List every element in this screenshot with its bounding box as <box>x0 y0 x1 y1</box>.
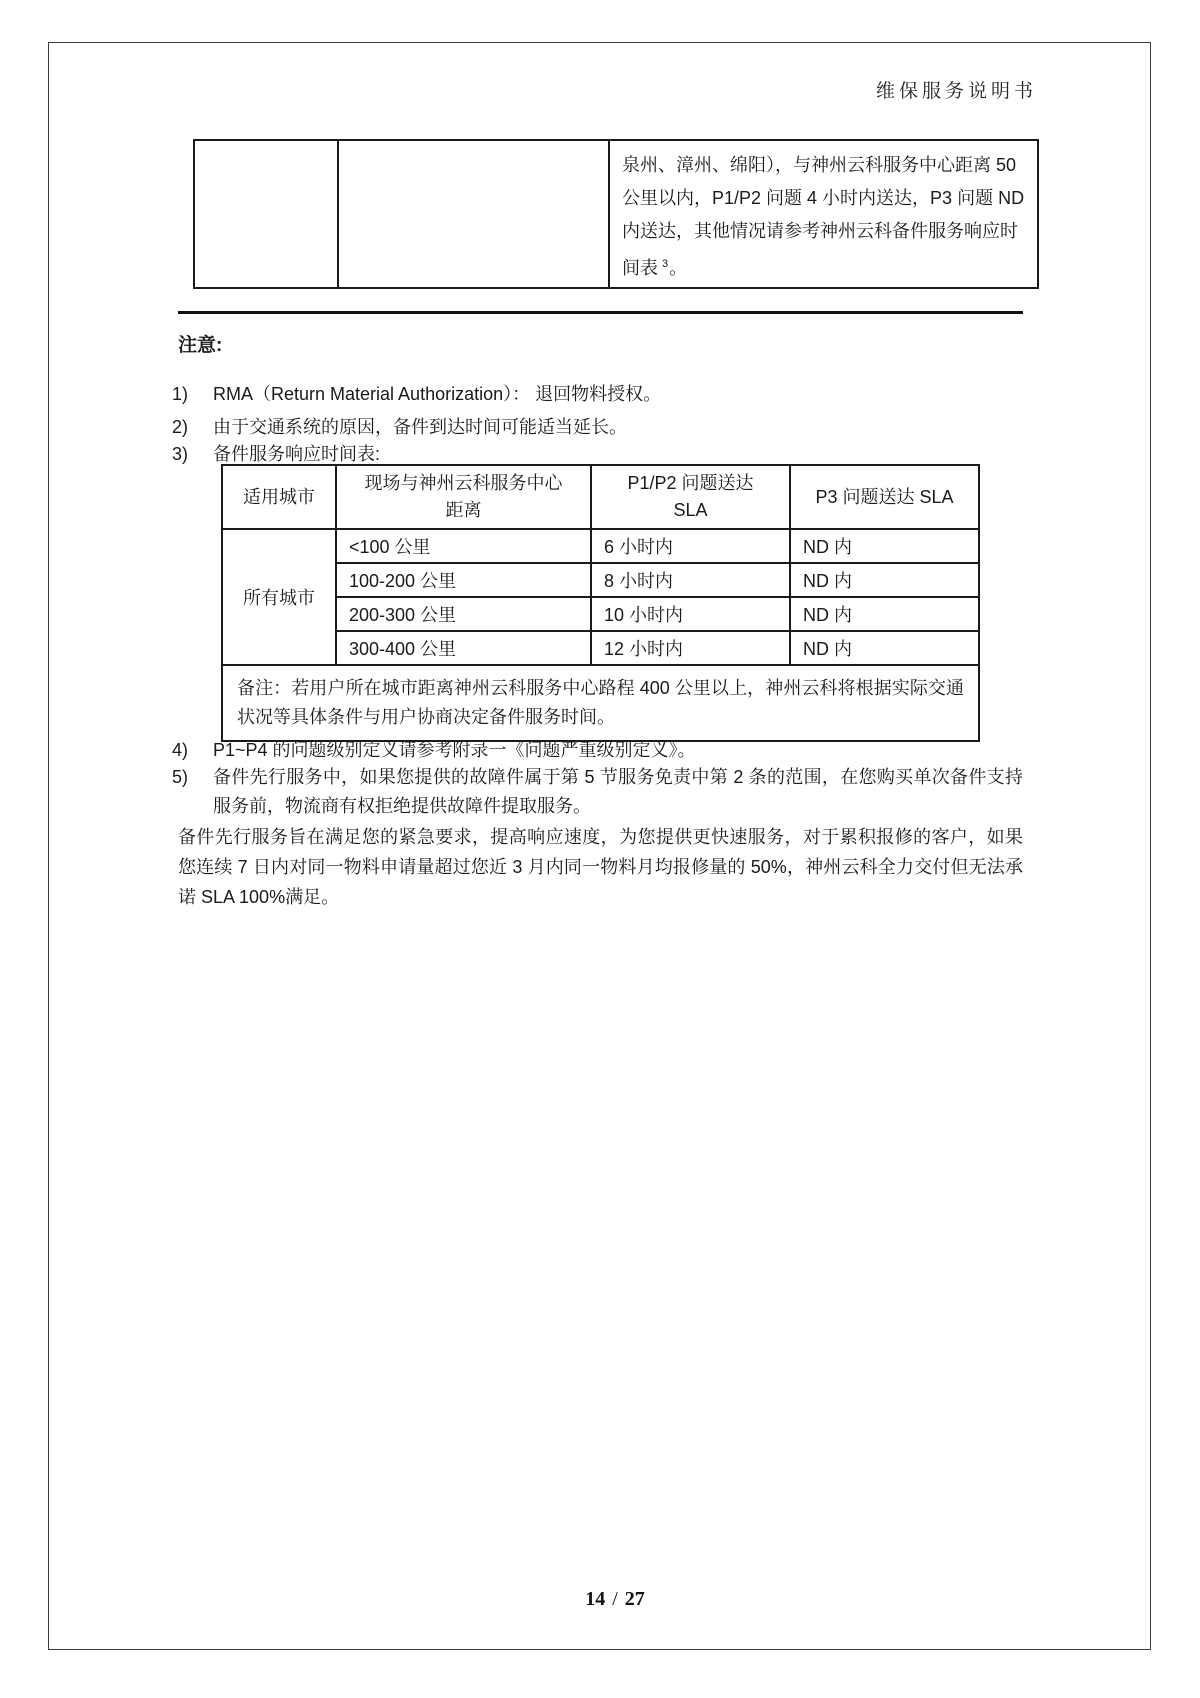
section-divider <box>178 311 1023 314</box>
note-item-number: 4) <box>172 740 189 760</box>
sla-p12-cell: 10 小时内 <box>591 597 790 631</box>
sla-p3-cell: ND 内 <box>790 597 979 631</box>
notes-heading: 注意: <box>178 335 223 356</box>
sla-distance-cell: 300-400 公里 <box>336 631 591 665</box>
page-number-current: 14 <box>585 1588 606 1610</box>
sla-city-cell: 所有城市 <box>222 529 336 665</box>
cell-text-line: 内送达，其他情况请参考神州云科备件服务响应时 <box>622 221 1018 241</box>
note-item-text: 备件先行服务中，如果您提供的故障件属于第 5 节服务免责中第 2 条的范围，在您购买单次备件支持服务前，物流商有权拒绝提供故障件提取服务。 <box>213 767 1023 816</box>
sla-p3-cell: ND 内 <box>790 563 979 597</box>
note-item-5 <box>172 763 1023 821</box>
sla-header-p3: P3 问题送达 SLA <box>790 465 979 529</box>
note-item-1 <box>172 380 1023 409</box>
sla-p3-cell: ND 内 <box>790 631 979 665</box>
note-item-text: 备件服务响应时间表: <box>213 444 381 464</box>
page-footer <box>0 1588 1200 1611</box>
sla-header-row <box>222 465 979 529</box>
table-row <box>194 140 1038 288</box>
sla-header-city: 适用城市 <box>222 465 336 529</box>
sla-response-table <box>221 464 980 742</box>
note-item-4 <box>172 736 1023 765</box>
closing-paragraph: 备件先行服务旨在满足您的紧急要求，提高响应速度，为您提供更快速服务，对于累积报修的客户，如果您连续 7 日内对同一物料申请量超过您近 3 月内同一物料月均报修量的 50%，神州云科全力交付但无法承诺 SLA 100%满足。 <box>178 827 1023 907</box>
sla-header-p12-line2: SLA <box>673 500 708 520</box>
sla-remark-cell: 备注：若用户所在城市距离神州云科服务中心路程 400 公里以上，神州云科将根据实际交通状况等具体条件与用户协商决定备件服务时间。 <box>222 665 979 741</box>
note-item-number: 1) <box>172 384 189 404</box>
note-item-text: P1~P4 的问题级别定义请参考附录一《问题严重级别定义》。 <box>213 740 696 760</box>
sla-row <box>222 597 979 631</box>
footnote-ref: 3 <box>662 258 669 270</box>
sla-distance-cell: 200-300 公里 <box>336 597 591 631</box>
sla-row <box>222 563 979 597</box>
sla-p3-cell: ND 内 <box>790 529 979 563</box>
cell-text-line: 公里以内，P1/P2 问题 4 小时内送达，P3 问题 ND <box>622 188 1025 208</box>
sla-distance-cell: <100 公里 <box>336 529 591 563</box>
sla-header-distance <box>336 465 591 529</box>
note-item-text: RMA（Return Material Authorization）： 退回物料授权。 <box>213 384 662 404</box>
sla-header-distance-line1: 现场与神州云科服务中心 <box>364 473 563 493</box>
sla-p12-cell: 12 小时内 <box>591 631 790 665</box>
sla-p12-cell: 8 小时内 <box>591 563 790 597</box>
cell-text-tail: 。 <box>669 258 688 278</box>
sla-p12-cell: 6 小时内 <box>591 529 790 563</box>
sla-row <box>222 529 979 563</box>
sla-row <box>222 631 979 665</box>
cell-text-line-prefix: 间表 <box>622 258 658 278</box>
note-item-number: 3) <box>172 444 189 464</box>
sla-header-p12 <box>591 465 790 529</box>
sla-remark-row <box>222 665 979 741</box>
note-item-text: 由于交通系统的原因，备件到达时间可能适当延长。 <box>213 417 627 437</box>
header-doc-title: 维保服务说明书 <box>875 81 1037 102</box>
page-number-separator: / <box>612 1588 618 1610</box>
page-number-total: 27 <box>624 1588 645 1610</box>
spare-parts-delivery-table-fragment <box>193 139 1039 289</box>
cell-text-line <box>622 248 1027 285</box>
table-empty-cell-2 <box>338 140 609 288</box>
sla-distance-cell: 100-200 公里 <box>336 563 591 597</box>
sla-header-distance-line2: 距离 <box>445 500 482 520</box>
cell-text-line: 泉州、漳州、绵阳），与神州云科服务中心距离 50 <box>622 155 1017 175</box>
note-item-number: 5) <box>172 767 189 787</box>
table-text-cell <box>609 140 1038 288</box>
note-item-2 <box>172 413 1023 442</box>
sla-header-p12-line1: P1/P2 问题送达 <box>627 473 754 493</box>
table-empty-cell-1 <box>194 140 338 288</box>
note-item-number: 2) <box>172 417 189 437</box>
